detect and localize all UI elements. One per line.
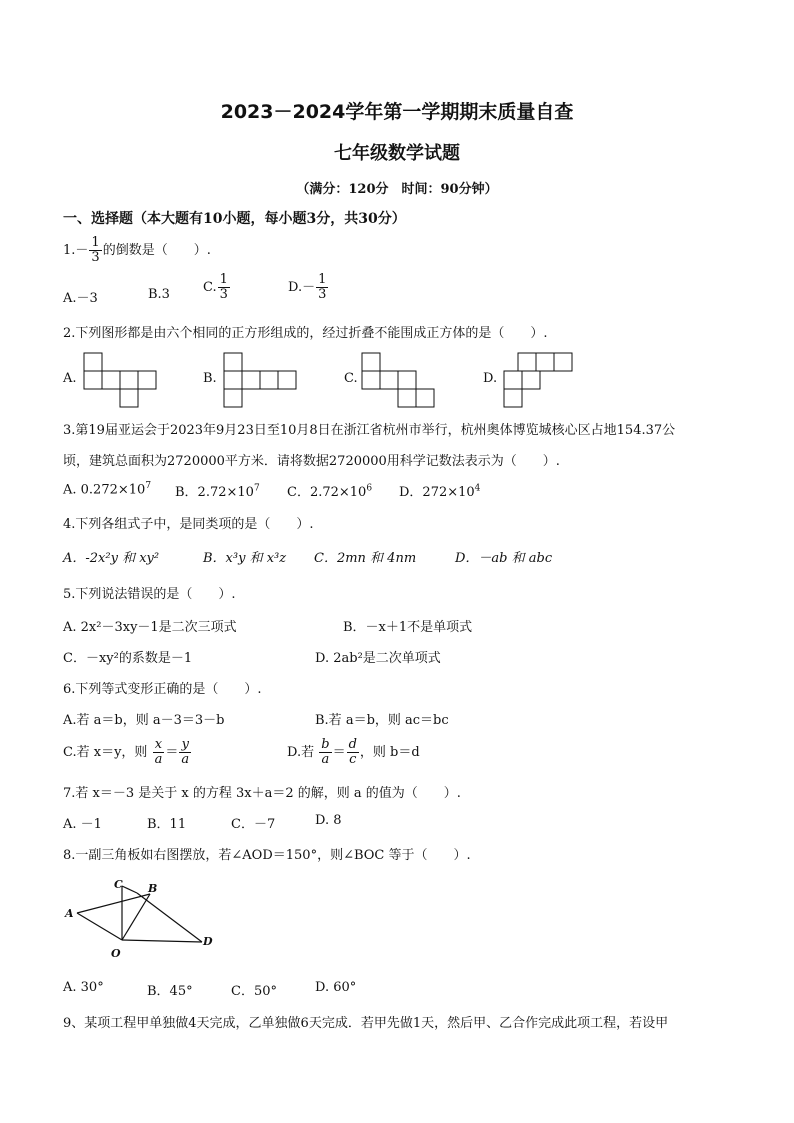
q3-d-base: D．272×10 <box>399 485 475 500</box>
q1-numerator: 1 <box>91 235 100 250</box>
q1-d-denominator: 3 <box>318 287 327 302</box>
q6-option-c: C.若 x＝y，则 $\frac{x}{a}$ ＝ $\frac{y}{a}$ <box>63 737 190 767</box>
q1-denominator: 3 <box>91 250 100 265</box>
point-label-d: D <box>203 935 213 948</box>
q5-option-b: B．－x＋1不是单项式 <box>343 620 473 635</box>
net-a <box>84 353 156 407</box>
q6-c-fraction-right <box>179 738 191 767</box>
q3-a-exponent: 7 <box>145 481 152 491</box>
q1-c-prefix: C. <box>203 280 217 295</box>
q4-option-c: C．2mn 和 4nm <box>314 551 417 566</box>
q3-option-c <box>287 481 372 500</box>
q6-c-den2: a <box>181 752 190 767</box>
question-9: 9、某项工程甲单独做4天完成，乙单独做6天完成．若甲先做1天，然后甲、乙合作完成此项工程，若设甲 <box>63 1016 669 1031</box>
q1-c-denominator: 3 <box>219 287 228 302</box>
q3-option-a <box>63 481 151 497</box>
q7-option-a: A. －1 <box>63 817 102 832</box>
cube-nets <box>0 0 794 420</box>
q1-prefix: 1.－ <box>63 243 89 258</box>
q8-option-a: A. 30° <box>63 980 104 995</box>
q6-c-num2: y <box>179 738 191 753</box>
question-2: 2.下列图形都是由六个相同的正方形组成的，经过折叠不能围成正方体的是（ ）. <box>63 326 548 341</box>
q7-option-d: D. 8 <box>315 813 342 828</box>
question-7: 7.若 x＝－3 是关于 x 的方程 3x＋a＝2 的解，则 a 的值为（ ）. <box>63 786 461 801</box>
q3-c-exponent: 6 <box>366 483 373 494</box>
q1-option-a: A.－3 <box>63 291 98 306</box>
q6-d-fraction-left <box>319 738 331 767</box>
q1-c-numerator: 1 <box>219 272 228 287</box>
question-6: 6.下列等式变形正确的是（ ）. <box>63 682 262 697</box>
net-c <box>362 353 434 407</box>
q6-c-num1: x <box>153 738 165 753</box>
q3-option-b <box>175 481 260 500</box>
q8-option-d: D. 60° <box>315 980 357 995</box>
point-label-c: C <box>114 878 123 891</box>
point-label-o: O <box>111 947 121 960</box>
triangle-set-figure <box>60 875 220 965</box>
q3-b-base: B．2.72×10 <box>175 485 254 500</box>
question-4: 4.下列各组式子中，是同类项的是（ ）. <box>63 517 314 532</box>
q6-d-num2: d <box>348 737 357 752</box>
exam-meta: （满分：120分 时间：90分钟） <box>296 182 498 197</box>
question-3-line1: 3.第19届亚运会于2023年9月23日至10月8日在浙江省杭州市举行，杭州奥体博览城核心区占地154.37公 <box>63 423 676 438</box>
q2-option-a: A. <box>63 371 77 386</box>
section-heading: 一、选择题（本大题有10小题，每小题3分，共30分） <box>63 211 406 227</box>
q6-d-den2: c <box>349 752 357 767</box>
exam-subtitle: 七年级数学试题 <box>334 143 460 164</box>
q8-option-b: B．45° <box>147 984 193 999</box>
q2-option-c: C. <box>344 371 358 386</box>
q6-c-den1: a <box>154 752 163 767</box>
q1-suffix: 的倒数是（ ）. <box>102 243 211 258</box>
q6-d-den1: a <box>321 752 330 767</box>
question-5: 5.下列说法错误的是（ ）. <box>63 587 236 602</box>
exam-title: 2023－2024学年第一学期期末质量自查 <box>220 101 574 123</box>
net-b <box>224 353 296 407</box>
q6-option-a: A.若 a＝b，则 a－3＝3－b <box>63 713 225 728</box>
net-d <box>504 353 572 407</box>
q3-b-exponent: 7 <box>253 483 260 494</box>
question-8: 8.一副三角板如右图摆放，若∠AOD＝150°，则∠BOC 等于（ ）. <box>63 848 471 863</box>
q6-d-prefix: D.若 <box>287 745 315 760</box>
q7-option-b: B．11 <box>147 817 187 832</box>
q3-d-exponent: 4 <box>474 483 481 494</box>
q6-d-suffix: ，则 b＝d <box>359 745 420 760</box>
q6-c-prefix: C.若 x＝y，则 <box>63 745 148 760</box>
q6-d-num1: b <box>321 737 330 752</box>
question-3-line2: 顷，建筑总面积为2720000平方米．请将数据2720000用科学记数法表示为（ ）. <box>63 454 560 469</box>
q3-option-d <box>399 481 480 500</box>
q2-option-d: D. <box>483 371 498 386</box>
q8-option-c: C．50° <box>231 984 277 999</box>
q4-option-b: B．x³y 和 x³z <box>203 551 287 566</box>
q5-option-c: C．－xy²的系数是－1 <box>63 651 193 666</box>
point-label-b: B <box>148 882 158 895</box>
q2-option-b: B. <box>203 371 217 386</box>
q5-option-d: D. 2ab²是二次单项式 <box>315 651 441 666</box>
q6-option-d: D.若 $\frac{b}{a}$ ＝ $\frac{d}{c}$ ，则 b＝d <box>287 737 420 767</box>
q4-option-d: D．－ab 和 abc <box>455 551 553 566</box>
q1-d-numerator: 1 <box>318 272 327 287</box>
q3-a-base: A. 0.272×10 <box>63 482 146 498</box>
q5-option-a: A. 2x²－3xy－1是二次三项式 <box>63 620 237 635</box>
point-label-a: A <box>65 907 74 920</box>
q6-option-b: B.若 a＝b，则 ac＝bc <box>315 713 449 728</box>
q6-c-fraction-left <box>153 738 165 767</box>
q1-option-b: B.3 <box>148 287 170 302</box>
q7-option-c: C．－7 <box>231 817 276 832</box>
q4-option-a: A．-2x²y 和 xy² <box>63 551 160 566</box>
q3-c-base: C．2.72×10 <box>287 485 367 500</box>
q1-d-prefix: D.－ <box>288 280 316 295</box>
q6-d-fraction-right <box>347 738 359 767</box>
